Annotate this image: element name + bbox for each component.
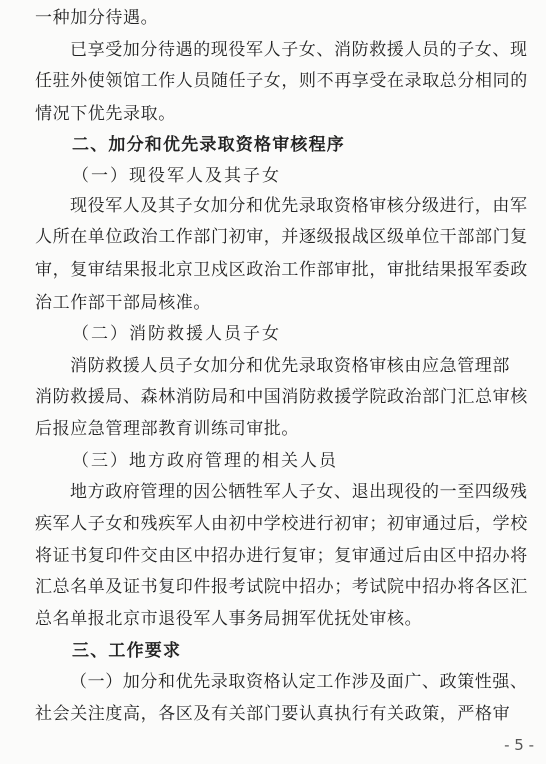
paragraph-line: 治工作部干部局核准。 (35, 293, 211, 313)
paragraph-line: 任驻外使领馆工作人员随任子女，则不再享受在录取总分相同的 (35, 71, 528, 91)
paragraph-line: 将证书复印件交由区中招办进行复审；复审通过后由区中招办将 (35, 546, 528, 566)
paragraph-line: 汇总名单及证书复印件报考试院中招办；考试院中招办将各区汇 (35, 577, 528, 597)
sub-heading: （二）消防救援人员子女 (72, 324, 281, 344)
paragraph-line: 现役军人及其子女加分和优先录取资格审核分级进行，由军 (70, 196, 528, 216)
paragraph-line: 已享受加分待遇的现役军人子女、消防救援人员的子女、现 (70, 40, 528, 60)
paragraph-line: 消防救援人员子女加分和优先录取资格审核由应急管理部 (70, 356, 510, 376)
paragraph-line: 人所在单位政治工作部门初审，并逐级报战区级单位干部部门复 (35, 227, 528, 247)
section-heading: 三、工作要求 (72, 641, 182, 661)
section-heading: 二、加分和优先录取资格审核程序 (72, 135, 345, 155)
sub-heading: （一）现役军人及其子女 (72, 166, 281, 186)
sub-heading: （三）地方政府管理的相关人员 (72, 451, 338, 471)
paragraph-line: 一种加分待遇。 (35, 8, 159, 28)
paragraph-line: 地方政府管理的因公牺牲军人子女、退出现役的一至四级残 (70, 482, 528, 502)
paragraph-line: （一）加分和优先录取资格认定工作涉及面广、政策性强、 (70, 672, 528, 692)
paragraph-line: 疾军人子女和残疾军人由初中学校进行初审；初审通过后，学校 (35, 514, 528, 534)
paragraph-line: 社会关注度高，各区及有关部门要认真执行有关政策，严格审 (35, 704, 511, 724)
paragraph-line: 总名单报北京市退役军人事务局拥军优抚处审核。 (35, 609, 423, 629)
paragraph-line: 情况下优先录取。 (35, 104, 176, 124)
paragraph-line: 审，复审结果报北京卫戍区政治工作部审批，审批结果报军委政 (35, 260, 528, 280)
page-number: - 5 - (504, 736, 534, 754)
paragraph-line: 消防救援局、森林消防局和中国消防救援学院政治部门汇总审核 (35, 387, 528, 407)
paragraph-line: 后报应急管理部教育训练司审批。 (35, 419, 299, 439)
